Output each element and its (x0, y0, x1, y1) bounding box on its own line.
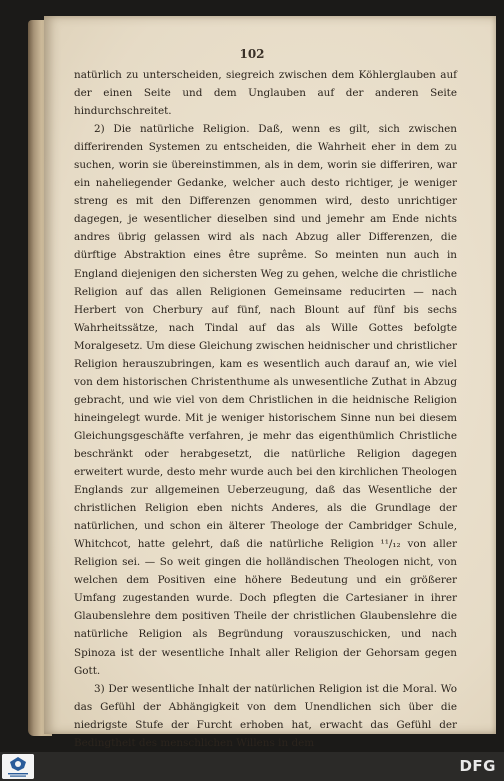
library-logo-icon (2, 754, 34, 779)
page-number: 102 (239, 47, 265, 61)
page-text (74, 66, 457, 752)
dfg-logo: DFG (459, 757, 496, 775)
paragraph-1: natürlich zu unterscheiden, siegreich zwischen dem Köhlerglauben auf der einen Seite und dem Unglauben auf der anderen Seite hindurchschreitet. (74, 69, 457, 118)
viewer-footer-bar (0, 752, 504, 781)
paragraph-2: 2) Die natürliche Religion. Daß, wenn es gilt, sich zwischen differirenden Systemen zu entscheiden, die Wahrheit eher in dem zu suchen, worin sie übereinstimmen, als in dem, worin sie differiren, war ein naheliegender Gedanke, welcher auch desto richtiger, je weniger streng es mit den Differenzen genommen wird, desto unrichtiger dagegen, je wesentlicher dieselben sind und jemehr am Ende nichts andres übrig gelassen wird als nach Abzug aller Differenzen, die dürftige Abstraktion eines être suprême. So meinten nun auch in England diejenigen den sichersten Weg zu gehen, welche die christliche Religion auf das allen Religionen Gemeinsame reducirten — nach Herbert von Cherbury auf fünf, nach Blount auf fünf bis sechs Wahrheitssätze, nach Tindal auf das als Wille Gottes befolgte Moralgesetz. Um diese Gleichung zwischen heidnischer und christlicher Religion herauszubringen, kam es wesentlich auch darauf an, wie viel von dem historischen Christenthume als unwesentliche Zuthat in Abzug gebracht, und wie viel von dem Christlichen in die heidnische Religion hineingelegt wurde. Mit je weniger historischem Sinne nun bei diesem Gleichungsgeschäfte verfahren, je mehr das eigenthümlich Christliche beschränkt oder herabgesetzt, die natürliche Religion dagegen erweitert wurde, desto mehr wurde auch bei den kirchlichen Theologen Englands zur allgemeinen Ueberzeugung, daß das Wesentliche der christlichen Religion eben nichts Anderes, als die Grundlage der natürlichen, und schon ein älterer Theologe der Cambridger Schule, Whitchcot, hatte gelehrt, daß die natürliche Religion ¹¹/₁₂ von aller Religion sei. — So weit gingen die holländischen Theologen nicht, von welchen dem Positiven eine höhere Bedeutung und ein größerer Umfang zugestanden wurde. Doch pflegten die Cartesianer in ihrer Glaubenslehre dem positiven Theile der christlichen Glaubenslehre die natürliche Religion als Begründung vorauszuschicken, und nach Spinoza ist der wesentliche Inhalt aller Religion der Gehorsam gegen Gott. (74, 123, 457, 677)
paragraph-3: 3) Der wesentliche Inhalt der natürlichen Religion ist die Moral. Wo das Gefühl der Abhängigkeit von dem Unendlichen sich über die niedrigste Stufe der Furcht erhoben hat, erwacht das Gefühl der Bedingtheit des menschlichen Willens in dem (74, 682, 457, 749)
